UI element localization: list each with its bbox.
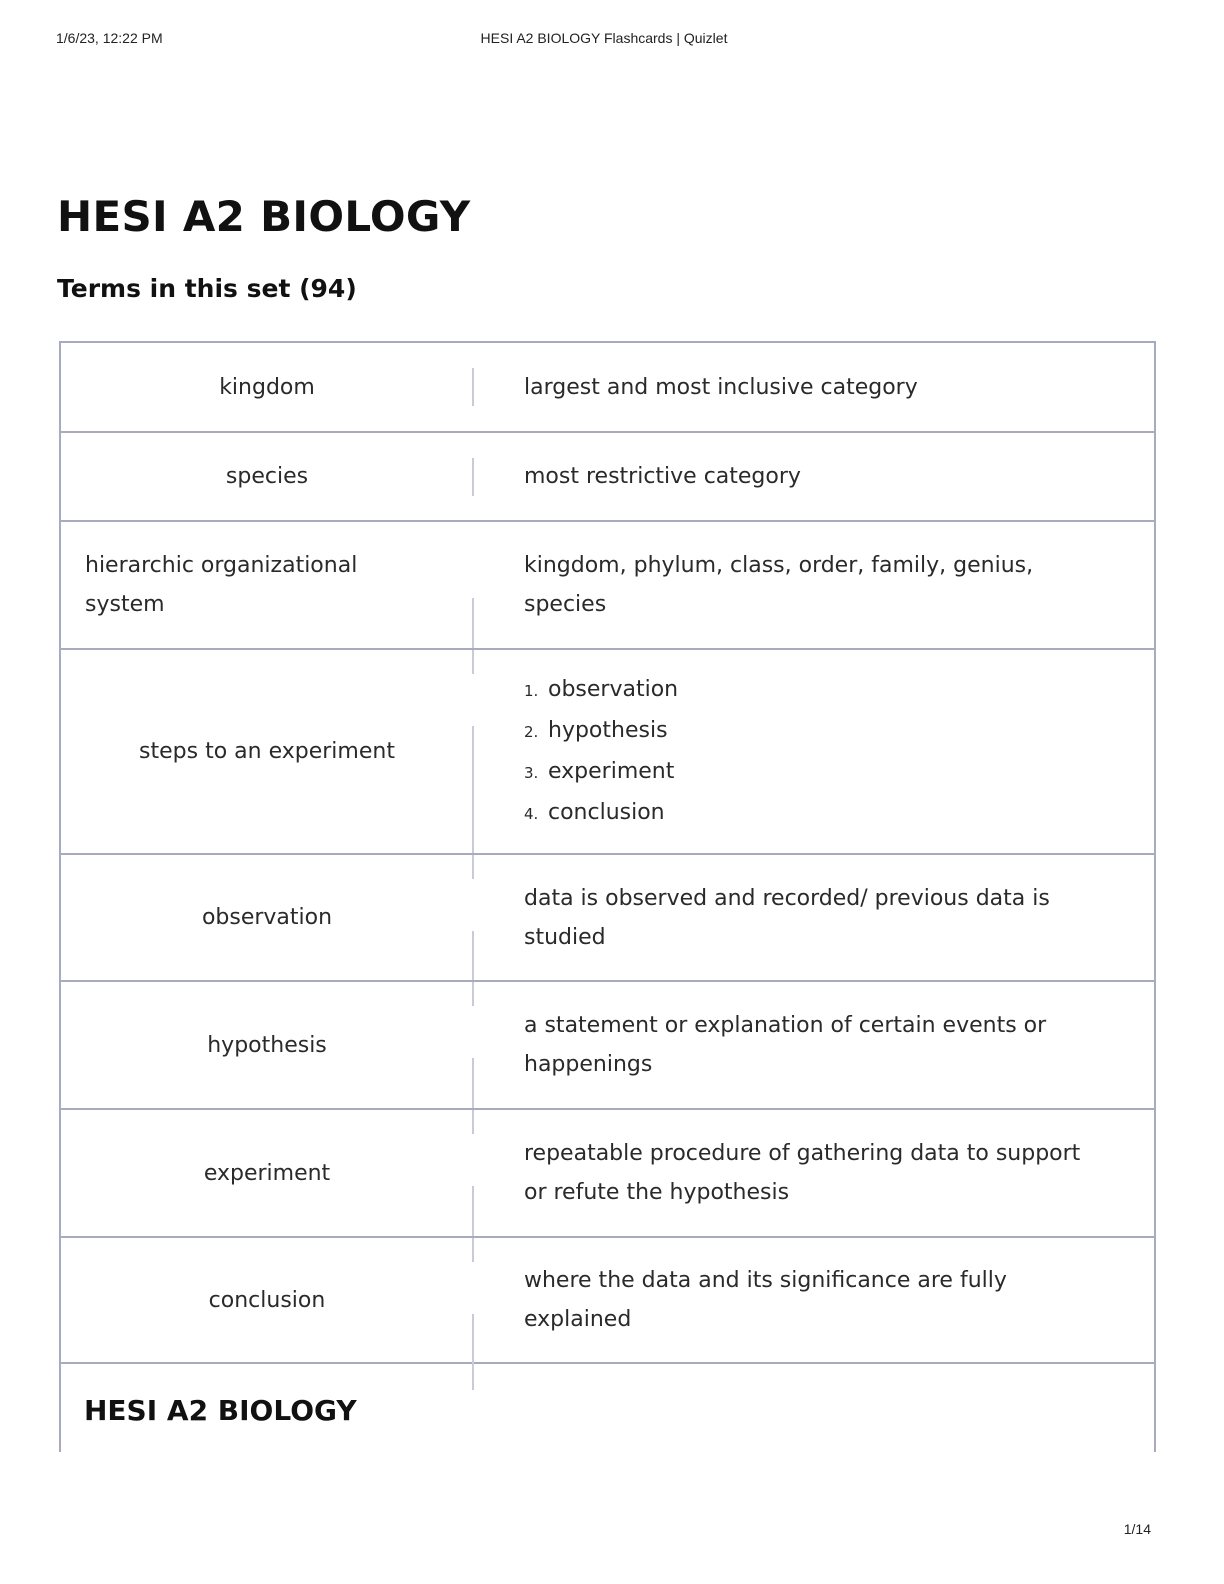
card-divider <box>472 931 474 981</box>
list-item: 3. experiment <box>524 758 675 784</box>
card-term: kingdom <box>219 374 315 400</box>
card-divider <box>472 1058 474 1108</box>
card-term: hierarchic organizational system <box>85 553 358 617</box>
card-term: experiment <box>203 1160 331 1186</box>
card-divider <box>472 726 474 854</box>
card-term: steps to an experiment <box>139 739 395 764</box>
steps-list <box>524 670 678 834</box>
card-definition: most restrictive category <box>524 464 801 489</box>
print-header <box>56 30 1152 50</box>
card-divider <box>472 368 474 406</box>
terms-table <box>59 341 1156 1452</box>
card-term: observation <box>201 905 333 930</box>
card-definition: largest and most inclusive category <box>524 374 918 400</box>
list-item: 2. hypothesis <box>524 717 668 743</box>
card-term: species <box>225 464 309 489</box>
card-definition: where the data and its significance are fully explained <box>524 1268 1007 1332</box>
card-divider <box>472 458 474 496</box>
set-title: HESI A2 BIOLOGY <box>57 192 471 241</box>
card-divider <box>472 598 474 648</box>
flashcard-row[interactable] <box>59 341 1156 431</box>
section-footer <box>59 1364 1156 1452</box>
card-definition <box>524 650 1084 853</box>
page-number: 1/14 <box>1123 1521 1151 1537</box>
card-term: hypothesis <box>207 1032 327 1058</box>
card-definition: kingdom, phylum, class, order, family, genius, species <box>524 553 1034 617</box>
flashcard-row[interactable] <box>59 853 1156 980</box>
card-definition: a statement or explanation of certain events or happenings <box>524 1013 1047 1077</box>
flashcard-row[interactable] <box>59 648 1156 853</box>
flashcard-row[interactable] <box>59 520 1156 648</box>
list-item: 4. conclusion <box>524 799 665 825</box>
card-term: conclusion <box>208 1287 326 1313</box>
card-divider <box>472 1364 474 1390</box>
card-definition: data is observed and recorded/ previous data is studied <box>524 885 1050 950</box>
card-definition: repeatable procedure of gathering data to support or refute the hypothesis <box>524 1141 1081 1205</box>
print-document-title: HESI A2 BIOLOGY Flashcards | Quizlet <box>480 30 728 46</box>
flashcard-row[interactable] <box>59 980 1156 1108</box>
card-divider <box>472 1314 474 1364</box>
flashcard-row[interactable] <box>59 1236 1156 1364</box>
section-footer-title: HESI A2 BIOLOGY <box>84 1394 357 1427</box>
print-date: 1/6/23, 12:22 PM <box>56 30 163 46</box>
list-item: 1. observation <box>524 676 679 702</box>
card-divider <box>472 1186 474 1236</box>
flashcard-row[interactable] <box>59 1108 1156 1236</box>
flashcard-row[interactable] <box>59 431 1156 520</box>
terms-heading: Terms in this set (94) <box>57 274 357 303</box>
